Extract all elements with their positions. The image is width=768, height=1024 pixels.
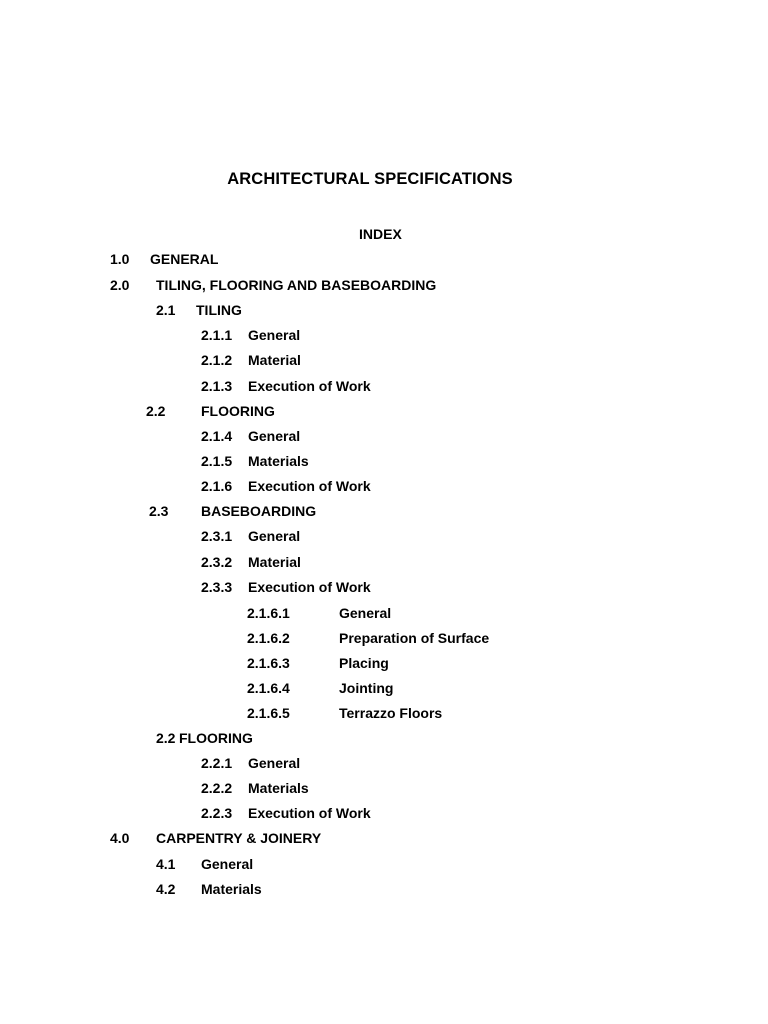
toc-entry-number: 2.2.1 [201, 755, 233, 771]
toc-entry-label: Preparation of Surface [339, 630, 490, 646]
toc-entry-label: BASEBOARDING [201, 503, 317, 519]
toc-entry-number: 2.1.6.4 [247, 680, 290, 696]
toc-entry-number: 2.1.3 [201, 378, 233, 394]
toc-entry-label: Materials [201, 881, 262, 897]
toc-entry-number: 4.2 [156, 881, 176, 897]
toc-entry-number: 1.0 [110, 251, 130, 267]
toc-entry-number: 2.1 [156, 302, 176, 318]
toc-entry-label: Execution of Work [248, 378, 371, 394]
toc-entry-label: General [339, 605, 392, 621]
toc-entry-number: 2.3 [149, 503, 169, 519]
toc-entry-label: Materials [248, 453, 309, 469]
toc-entry-number: 2.1.1 [201, 327, 233, 343]
toc-entry-label: FLOORING [179, 730, 253, 746]
toc-entry-label: GENERAL [150, 251, 219, 267]
toc-entry-label: Jointing [339, 680, 394, 696]
toc-entry-label: Materials [248, 780, 309, 796]
toc-entry-number: 2.1.2 [201, 352, 233, 368]
toc-entry-label: General [248, 428, 301, 444]
toc-entry-label: TILING [196, 302, 242, 318]
toc-entry-number: 2.3.1 [201, 528, 233, 544]
toc-entry-number: 2.1.6 [201, 478, 233, 494]
index-heading: INDEX [359, 226, 402, 242]
toc-entry-number: 2.2.3 [201, 805, 233, 821]
toc-entry-label: TILING, FLOORING AND BASEBOARDING [156, 277, 437, 293]
toc-entry-label: Terrazzo Floors [339, 705, 443, 721]
toc-entry-label: Execution of Work [248, 579, 371, 595]
toc-entry-number: 2.0 [110, 277, 130, 293]
toc-entry-label: Execution of Work [248, 805, 371, 821]
toc-entry-label: General [248, 528, 301, 544]
toc-entry-label: General [201, 856, 254, 872]
toc-entry-number: 2.2 [156, 730, 176, 746]
toc-entry-number: 2.3.3 [201, 579, 233, 595]
toc-entry-label: General [248, 327, 301, 343]
toc-entry-label: General [248, 755, 301, 771]
document-title: ARCHITECTURAL SPECIFICATIONS [227, 170, 513, 188]
toc-entry-label: Execution of Work [248, 478, 371, 494]
toc-entry-number: 2.1.6.2 [247, 630, 290, 646]
toc-entry-label: FLOORING [201, 403, 275, 419]
toc-entry-number: 2.1.6.1 [247, 605, 290, 621]
toc-entry-number: 2.1.6.5 [247, 705, 290, 721]
toc-entry-number: 2.2 [146, 403, 166, 419]
toc-entry-number: 2.1.6.3 [247, 655, 290, 671]
toc-entry-number: 4.1 [156, 856, 176, 872]
toc-entry-number: 2.2.2 [201, 780, 233, 796]
toc-entry-number: 4.0 [110, 830, 130, 846]
toc-entry-label: Material [248, 352, 301, 368]
toc-entry-number: 2.1.5 [201, 453, 233, 469]
toc-entry-number: 2.3.2 [201, 554, 233, 570]
toc-entry-label: CARPENTRY & JOINERY [156, 830, 322, 846]
toc-entry-label: Material [248, 554, 301, 570]
toc-entry-label: Placing [339, 655, 389, 671]
toc-entry-number: 2.1.4 [201, 428, 233, 444]
